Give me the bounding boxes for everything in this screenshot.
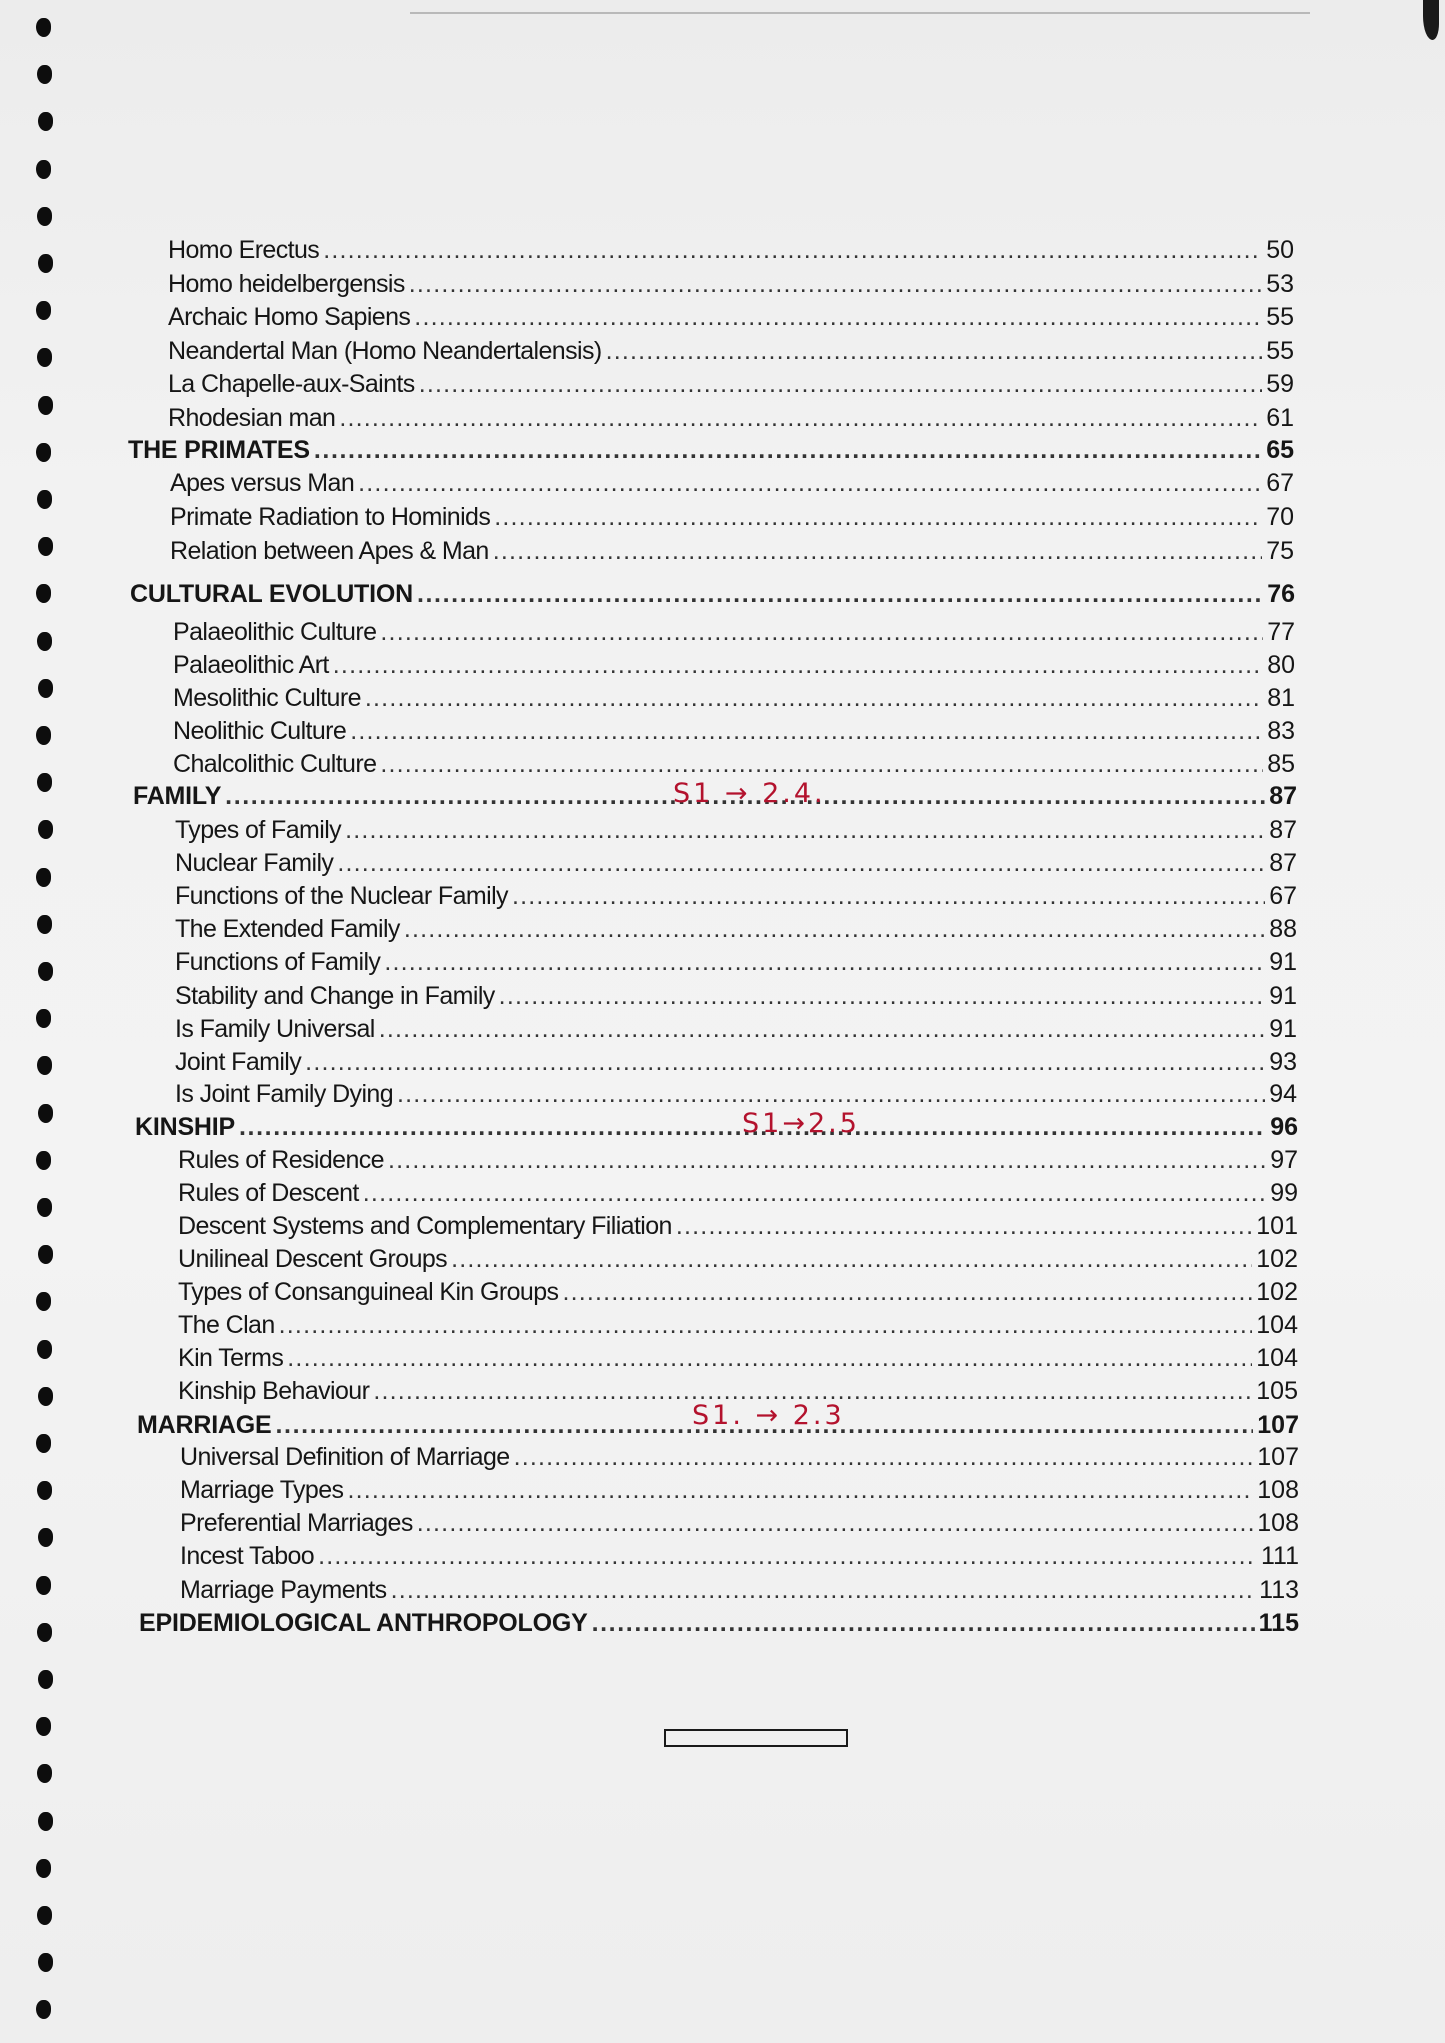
toc-entry: [178, 1243, 1298, 1275]
toc-entry-title: Kin Terms: [178, 1344, 284, 1372]
binding-hole: [38, 112, 53, 131]
binding-hole: [36, 584, 51, 603]
toc-entry-page: 102: [1256, 1245, 1298, 1273]
toc-entry-title: FAMILY: [133, 782, 222, 810]
toc-entry-page: 65: [1266, 436, 1294, 464]
toc-entry: [175, 1046, 1297, 1078]
handwritten-note-marriage: S1. → 2.3: [692, 1400, 845, 1431]
toc-entry-title: Homo Erectus: [168, 236, 320, 264]
toc-entry-page: 55: [1266, 337, 1294, 365]
toc-entry: [178, 1144, 1298, 1176]
leader-dots: [451, 1243, 1252, 1275]
toc-entry-title: Rhodesian man: [168, 404, 336, 432]
toc-entry-title: Is Joint Family Dying: [175, 1080, 394, 1108]
binding-hole: [36, 2000, 51, 2019]
toc-entry-title: Neolithic Culture: [173, 717, 347, 745]
toc-entry-title: Nuclear Family: [175, 849, 334, 877]
leader-dots: [318, 1540, 1257, 1572]
toc-entry-title: Primate Radiation to Hominids: [170, 503, 491, 531]
toc-entry: [180, 1441, 1299, 1473]
binding-hole: [38, 1812, 53, 1831]
binding-hole: [36, 1292, 51, 1311]
binding-hole: [38, 254, 53, 273]
leader-dots: [417, 1507, 1254, 1539]
leader-dots: [499, 980, 1266, 1012]
leader-dots: [388, 1144, 1266, 1176]
binding-hole: [38, 1528, 53, 1547]
toc-entry-title: Rules of Residence: [178, 1146, 384, 1174]
toc-entry-title: Types of Consanguineal Kin Groups: [178, 1278, 559, 1306]
binding-hole: [38, 1104, 53, 1123]
toc-entry: [173, 649, 1295, 681]
leader-dots: [323, 234, 1262, 266]
toc-entry-title: Apes versus Man: [170, 469, 355, 497]
toc-entry-page: 83: [1267, 717, 1295, 745]
binding-hole: [38, 820, 53, 839]
binding-hole: [38, 1245, 53, 1264]
toc-entry: [168, 234, 1294, 266]
binding-hole: [36, 726, 51, 745]
toc-entry: [168, 335, 1294, 367]
toc-entry: [173, 715, 1295, 747]
toc-entry-page: 107: [1257, 1411, 1299, 1439]
toc-entry: [168, 368, 1294, 400]
toc-entry-page: 97: [1270, 1146, 1298, 1174]
binding-hole: [38, 679, 53, 698]
toc-entry: [180, 1540, 1299, 1572]
leader-dots: [562, 1276, 1252, 1308]
toc-section-heading: [128, 434, 1294, 466]
toc-entry-title: Relation between Apes & Man: [170, 537, 489, 565]
binding-hole: [37, 490, 52, 509]
toc-entry: [175, 880, 1297, 912]
toc-entry: [170, 535, 1294, 567]
toc-entry-title: Chalcolithic Culture: [173, 750, 377, 778]
toc-entry-title: Joint Family: [175, 1048, 302, 1076]
toc-entry: [175, 980, 1297, 1012]
binding-hole: [37, 1623, 52, 1642]
toc-entry: [168, 268, 1294, 300]
toc-entry-title: THE PRIMATES: [128, 436, 310, 464]
leader-dots: [365, 682, 1263, 714]
toc-entry-title: Functions of Family: [175, 948, 381, 976]
handwritten-note-kinship: S1→2.5: [742, 1108, 860, 1139]
toc-entry-title: KINSHIP: [135, 1113, 236, 1141]
toc-entry-page: 75: [1266, 537, 1294, 565]
toc-entry-title: Palaeolithic Art: [173, 651, 329, 679]
toc-entry: [178, 1177, 1298, 1209]
leader-dots: [333, 649, 1263, 681]
binding-hole: [36, 443, 51, 462]
leader-dots: [287, 1342, 1252, 1374]
binding-hole: [38, 1953, 53, 1972]
top-rule: [410, 12, 1310, 14]
toc-entry: [173, 616, 1295, 648]
binding-hole: [36, 1859, 51, 1878]
toc-entry-page: 104: [1256, 1344, 1298, 1372]
leader-dots: [339, 402, 1262, 434]
binding-hole: [36, 1576, 51, 1595]
binding-hole: [36, 1151, 51, 1170]
toc-section-heading: [130, 578, 1295, 610]
toc-entry-title: Marriage Payments: [180, 1576, 387, 1604]
leader-dots: [397, 1078, 1265, 1110]
toc-entry-page: 91: [1269, 948, 1297, 976]
toc-entry-page: 102: [1256, 1278, 1298, 1306]
toc-entry-page: 80: [1267, 651, 1295, 679]
toc-entry: [175, 1013, 1297, 1045]
binding-hole: [38, 1387, 53, 1406]
toc-entry-page: 76: [1267, 580, 1295, 608]
binding-hole: [37, 1481, 52, 1500]
toc-entry-title: Kinship Behaviour: [178, 1377, 370, 1405]
toc-entry-title: The Clan: [178, 1311, 275, 1339]
leader-dots: [337, 847, 1265, 879]
toc-entry-page: 70: [1266, 503, 1294, 531]
binding-hole: [37, 348, 52, 367]
binding-hole: [38, 396, 53, 415]
binding-hole: [37, 632, 52, 651]
toc-entry-page: 105: [1256, 1377, 1298, 1405]
toc-entry-page: 77: [1267, 618, 1295, 646]
binding-hole: [36, 1434, 51, 1453]
binding-hole: [37, 915, 52, 934]
toc-entry: [175, 913, 1297, 945]
toc-entry-page: 87: [1269, 782, 1297, 810]
leader-dots: [380, 748, 1263, 780]
toc-entry: [168, 402, 1294, 434]
leader-dots: [350, 715, 1263, 747]
toc-entry-title: MARRIAGE: [137, 1411, 272, 1439]
binding-hole: [37, 207, 52, 226]
binding-hole: [38, 537, 53, 556]
toc-entry-title: Unilineal Descent Groups: [178, 1245, 448, 1273]
binding-hole: [37, 1340, 52, 1359]
toc-entry-page: 81: [1267, 684, 1295, 712]
toc-entry-title: La Chapelle-aux-Saints: [168, 370, 415, 398]
leader-dots: [493, 535, 1262, 567]
toc-entry-title: EPIDEMIOLOGICAL ANTHROPOLOGY: [139, 1609, 588, 1637]
toc-entry-page: 87: [1269, 816, 1297, 844]
leader-dots: [414, 301, 1262, 333]
toc-entry-page: 113: [1259, 1576, 1299, 1604]
leader-dots: [514, 1441, 1254, 1473]
leader-dots: [380, 616, 1263, 648]
leader-dots: [676, 1210, 1252, 1242]
toc-entry-page: 108: [1257, 1509, 1299, 1537]
toc-entry-title: The Extended Family: [175, 915, 400, 943]
toc-entry-page: 94: [1269, 1080, 1297, 1108]
toc-entry-page: 115: [1258, 1609, 1299, 1637]
toc-entry-title: Incest Taboo: [180, 1542, 315, 1570]
leader-dots: [404, 913, 1265, 945]
binding-hole: [37, 1906, 52, 1925]
toc-entry: [173, 748, 1295, 780]
leader-dots: [512, 880, 1265, 912]
binding-hole: [37, 1056, 52, 1075]
leader-dots: [379, 1013, 1265, 1045]
binding-hole: [37, 65, 52, 84]
toc-entry-title: Neandertal Man (Homo Neandertalensis): [168, 337, 602, 365]
leader-dots: [358, 467, 1262, 499]
toc-section-heading: [135, 1111, 1298, 1143]
toc-entry: [175, 946, 1297, 978]
leader-dots: [345, 814, 1265, 846]
toc-entry: [175, 814, 1297, 846]
toc-entry-page: 87: [1269, 849, 1297, 877]
toc-entry: [178, 1210, 1298, 1242]
binding-hole: [36, 1717, 51, 1736]
binding-hole: [38, 1670, 53, 1689]
toc-entry-page: 85: [1267, 750, 1295, 778]
toc-entry-page: 59: [1266, 370, 1294, 398]
toc-entry-title: Mesolithic Culture: [173, 684, 361, 712]
binding-hole: [37, 1764, 52, 1783]
leader-dots: [494, 501, 1262, 533]
toc-entry-title: Types of Family: [175, 816, 342, 844]
spiral-binding: [22, 0, 68, 2043]
toc-entry-page: 99: [1270, 1179, 1298, 1207]
toc-entry: [178, 1342, 1298, 1374]
leader-dots: [419, 368, 1263, 400]
toc-entry: [178, 1276, 1298, 1308]
toc-entry-title: Marriage Types: [180, 1476, 344, 1504]
leader-dots: [417, 578, 1263, 610]
toc-entry-title: Homo heidelbergensis: [168, 270, 405, 298]
toc-entry-page: 104: [1256, 1311, 1298, 1339]
toc-entry-page: 107: [1257, 1443, 1299, 1471]
toc-entry-page: 91: [1269, 1015, 1297, 1043]
toc-entry-title: Stability and Change in Family: [175, 982, 495, 1010]
toc-entry-page: 88: [1269, 915, 1297, 943]
toc-entry: [178, 1309, 1298, 1341]
binding-hole: [36, 160, 51, 179]
leader-dots: [391, 1574, 1256, 1606]
toc-entry: [180, 1474, 1299, 1506]
binding-hole: [37, 1198, 52, 1217]
toc-entry: [170, 501, 1294, 533]
toc-entry-page: 96: [1270, 1113, 1298, 1141]
binding-hole: [36, 868, 51, 887]
toc-entry: [173, 682, 1295, 714]
toc-entry-title: CULTURAL EVOLUTION: [130, 580, 413, 608]
toc-entry-title: Universal Definition of Marriage: [180, 1443, 510, 1471]
toc-entry-page: 93: [1269, 1048, 1297, 1076]
toc-entry-title: Palaeolithic Culture: [173, 618, 377, 646]
page-footer-box: [664, 1729, 848, 1747]
toc-entry-page: 67: [1266, 469, 1294, 497]
leader-dots: [279, 1309, 1253, 1341]
leader-dots: [314, 434, 1262, 466]
toc-entry-title: Preferential Marriages: [180, 1509, 413, 1537]
toc-entry-page: 108: [1257, 1476, 1299, 1504]
toc-entry-page: 91: [1269, 982, 1297, 1010]
leader-dots: [409, 268, 1262, 300]
toc-entry-page: 55: [1266, 303, 1294, 331]
toc-section-heading: [139, 1607, 1299, 1639]
toc-entry-page: 111: [1260, 1542, 1299, 1570]
toc-entry-page: 50: [1266, 236, 1294, 264]
toc-entry-page: 101: [1256, 1212, 1298, 1240]
toc-entry-page: 67: [1269, 882, 1297, 910]
leader-dots: [347, 1474, 1253, 1506]
binding-hole: [36, 301, 51, 320]
toc-entry-title: Rules of Descent: [178, 1179, 359, 1207]
toc-entry: [175, 1078, 1297, 1110]
toc-entry: [170, 467, 1294, 499]
binding-hole: [36, 1009, 51, 1028]
toc-entry: [175, 847, 1297, 879]
toc-entry: [168, 301, 1294, 333]
corner-mark: [1423, 0, 1439, 40]
toc-entry: [180, 1507, 1299, 1539]
binding-hole: [36, 18, 51, 37]
toc-entry-page: 53: [1266, 270, 1294, 298]
leader-dots: [305, 1046, 1265, 1078]
toc-entry-title: Descent Systems and Complementary Filiation: [178, 1212, 672, 1240]
toc-entry-title: Archaic Homo Sapiens: [168, 303, 411, 331]
leader-dots: [384, 946, 1265, 978]
handwritten-note-family: S1 → 2.4.: [673, 778, 826, 809]
toc-entry-title: Functions of the Nuclear Family: [175, 882, 508, 910]
toc-entry: [180, 1574, 1299, 1606]
leader-dots: [606, 335, 1263, 367]
toc-entry-page: 61: [1266, 404, 1294, 432]
leader-dots: [592, 1607, 1255, 1639]
binding-hole: [37, 773, 52, 792]
leader-dots: [363, 1177, 1266, 1209]
toc-entry-title: Is Family Universal: [175, 1015, 375, 1043]
binding-hole: [38, 962, 53, 981]
